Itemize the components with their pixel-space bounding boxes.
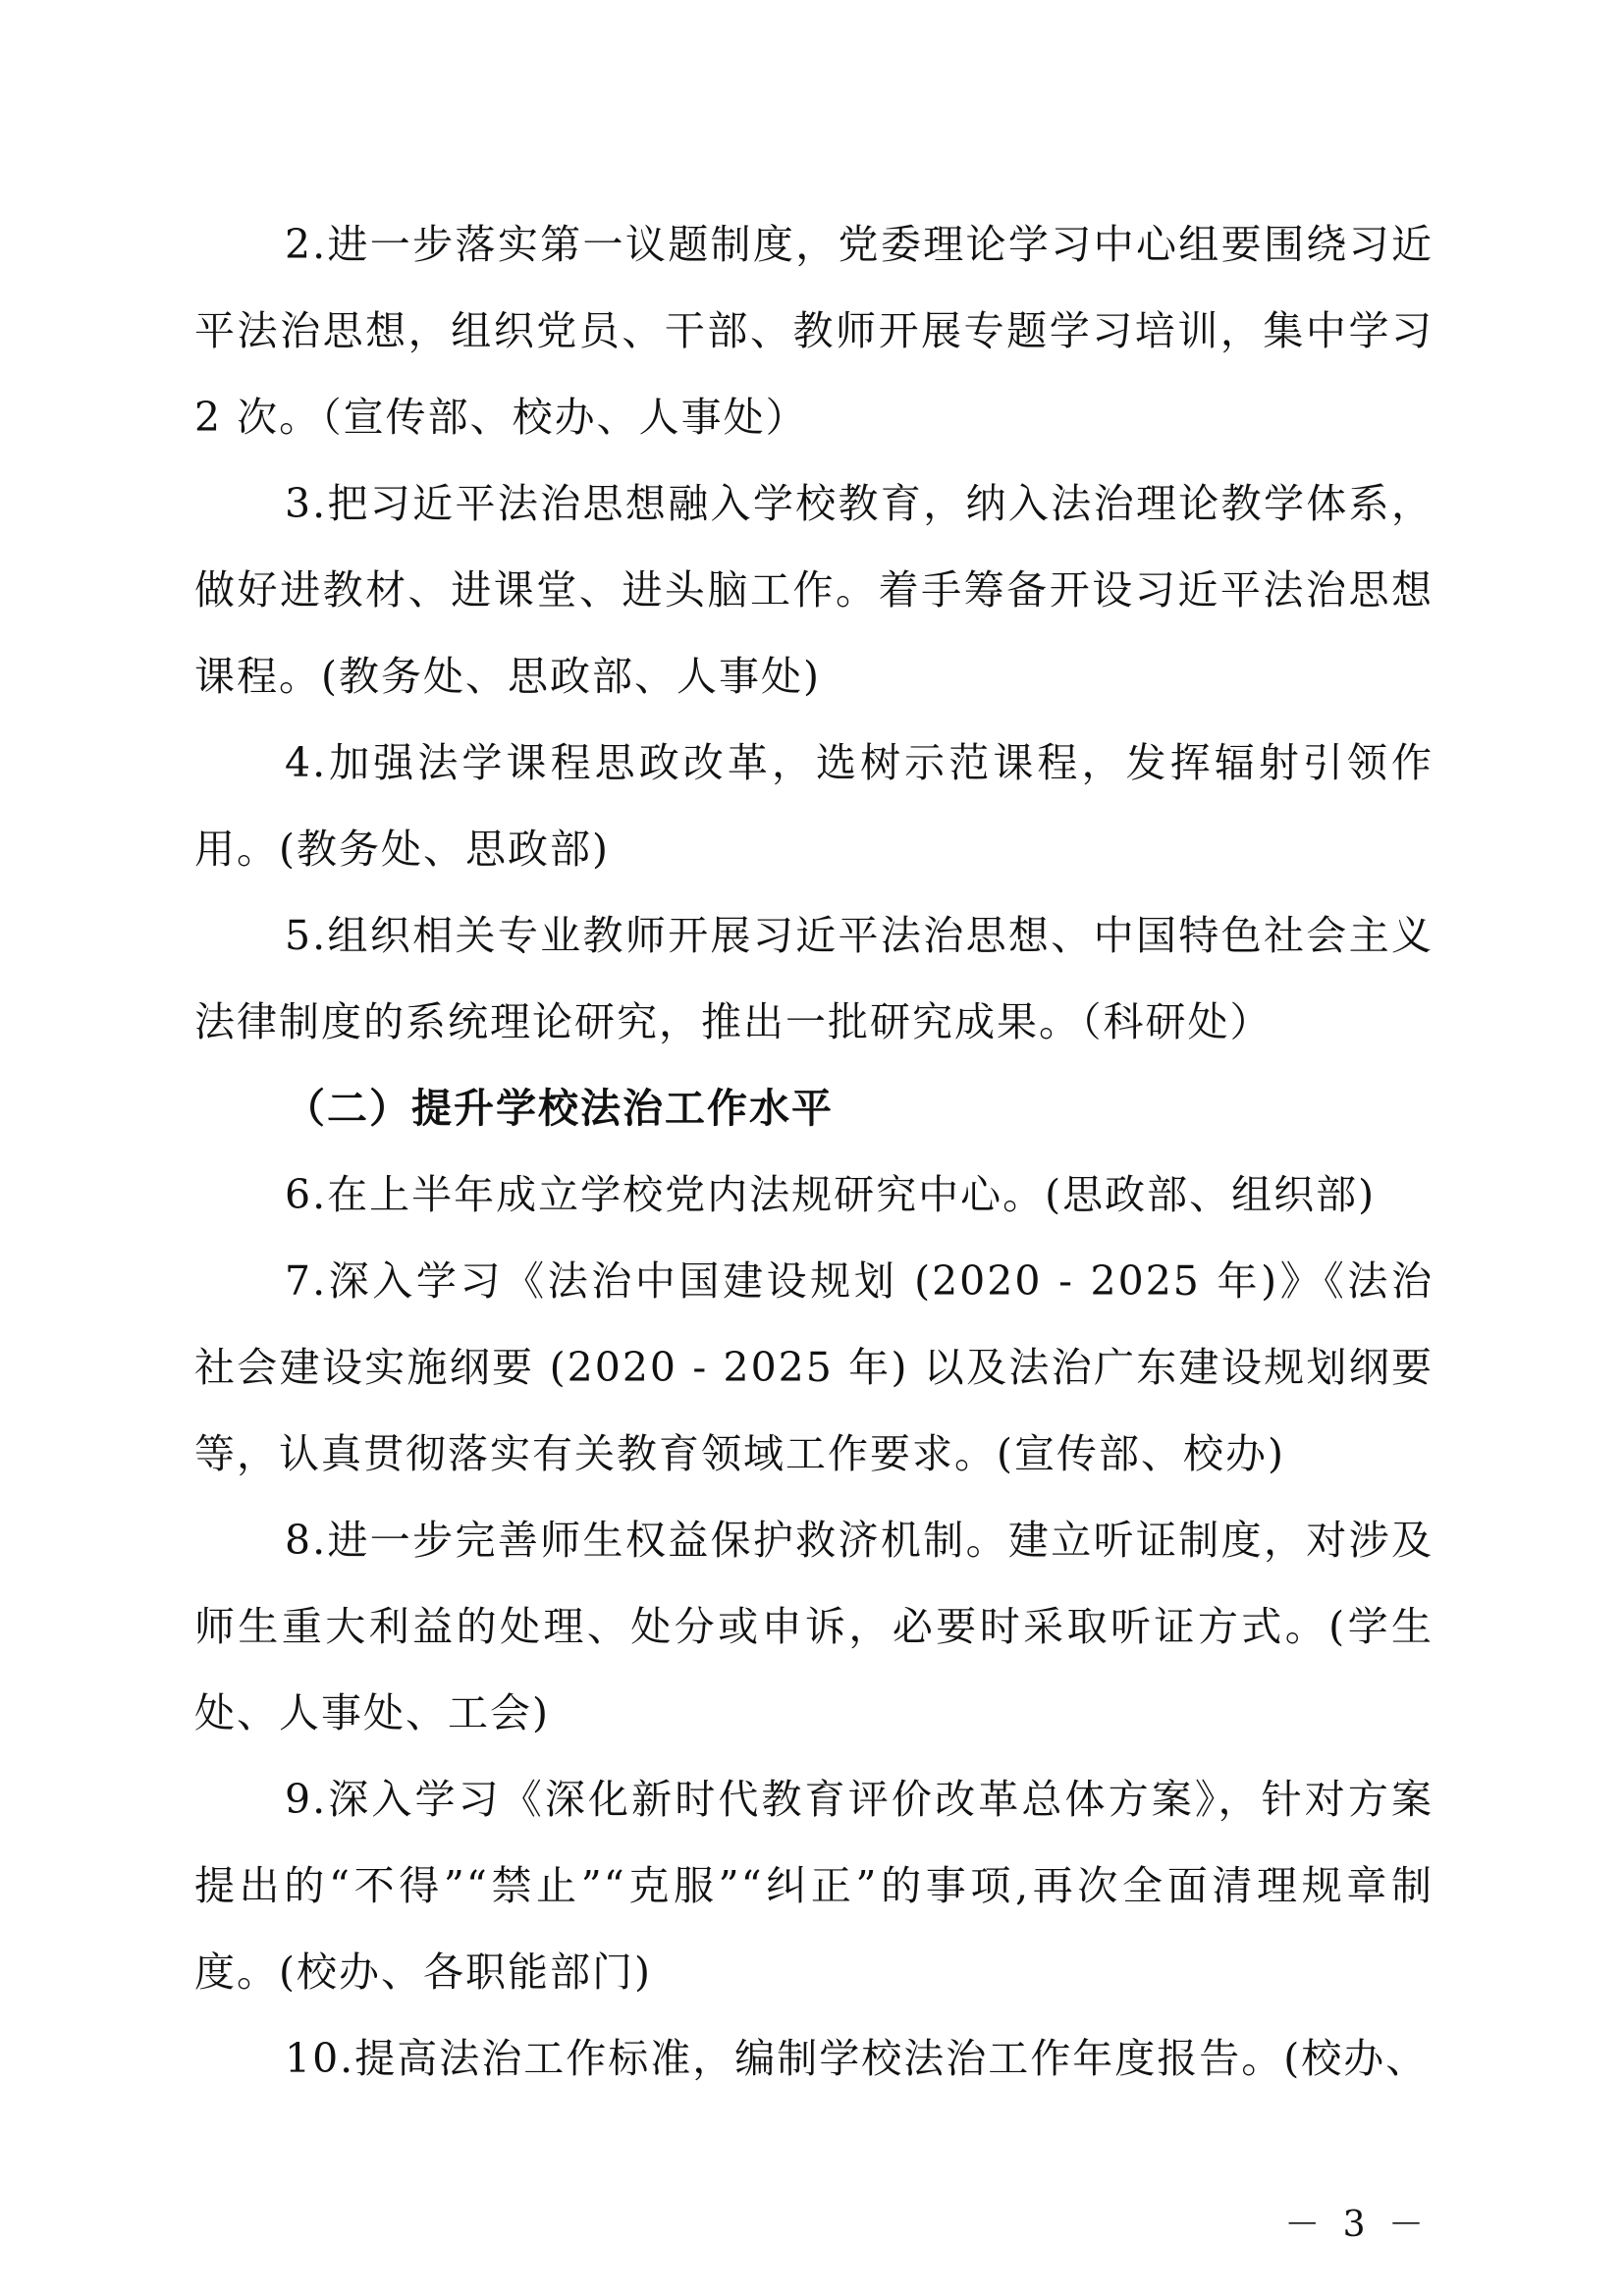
section-heading: （二）提升学校法治工作水平: [285, 1085, 834, 1132]
page-number: － 3 －: [1284, 2205, 1430, 2245]
paragraph-item-4: 4.加强法学课程思政改革，选树示范课程，发挥辐射引领作用。(教务处、思政部): [194, 739, 1434, 873]
paragraph-item-9: 9.深入学习《深化新时代教育评价改革总体方案》，针对方案提出的“不得”“禁止”“克服”“纠正”的事项,再次全面清理规章制度。(校办、各职能部门): [194, 1776, 1434, 1996]
paragraph-item-10: 10.提高法治工作标准，编制学校法治工作年度报告。(校办、: [285, 2035, 1429, 2082]
document-body: [194, 201, 1434, 2102]
paragraph-item-3: 3.把习近平法治思想融入学校教育，纳入法治理论教学体系，做好进教材、进课堂、进头脑工作。着手筹备开设习近平法治思想课程。(教务处、思政部、人事处): [194, 480, 1434, 700]
paragraph-item-5: 5.组织相关专业教师开展习近平法治思想、中国特色社会主义法律制度的系统理论研究，推出一批研究成果。（科研处）: [194, 912, 1434, 1045]
paragraph-item-8: 8.进一步完善师生权益保护救济机制。建立听证制度，对涉及师生重大利益的处理、处分或申诉，必要时采取听证方式。(学生处、人事处、工会): [194, 1517, 1434, 1736]
paragraph-item-7: 7.深入学习《法治中国建设规划 (2020 - 2025 年)》《法治社会建设实施纲要 (2020 - 2025 年) 以及法治广东建设规划纲要等，认真贯彻落实有关教育领域工作要求。(宣传部、校办): [194, 1257, 1434, 1477]
paragraph-item-2: 2.进一步落实第一议题制度，党委理论学习中心组要围绕习近平法治思想，组织党员、干部、教师开展专题学习培训，集中学习 2 次。（宣传部、校办、人事处）: [194, 221, 1434, 441]
paragraph-item-6: 6.在上半年成立学校党内法规研究中心。(思政部、组织部): [285, 1171, 1377, 1218]
